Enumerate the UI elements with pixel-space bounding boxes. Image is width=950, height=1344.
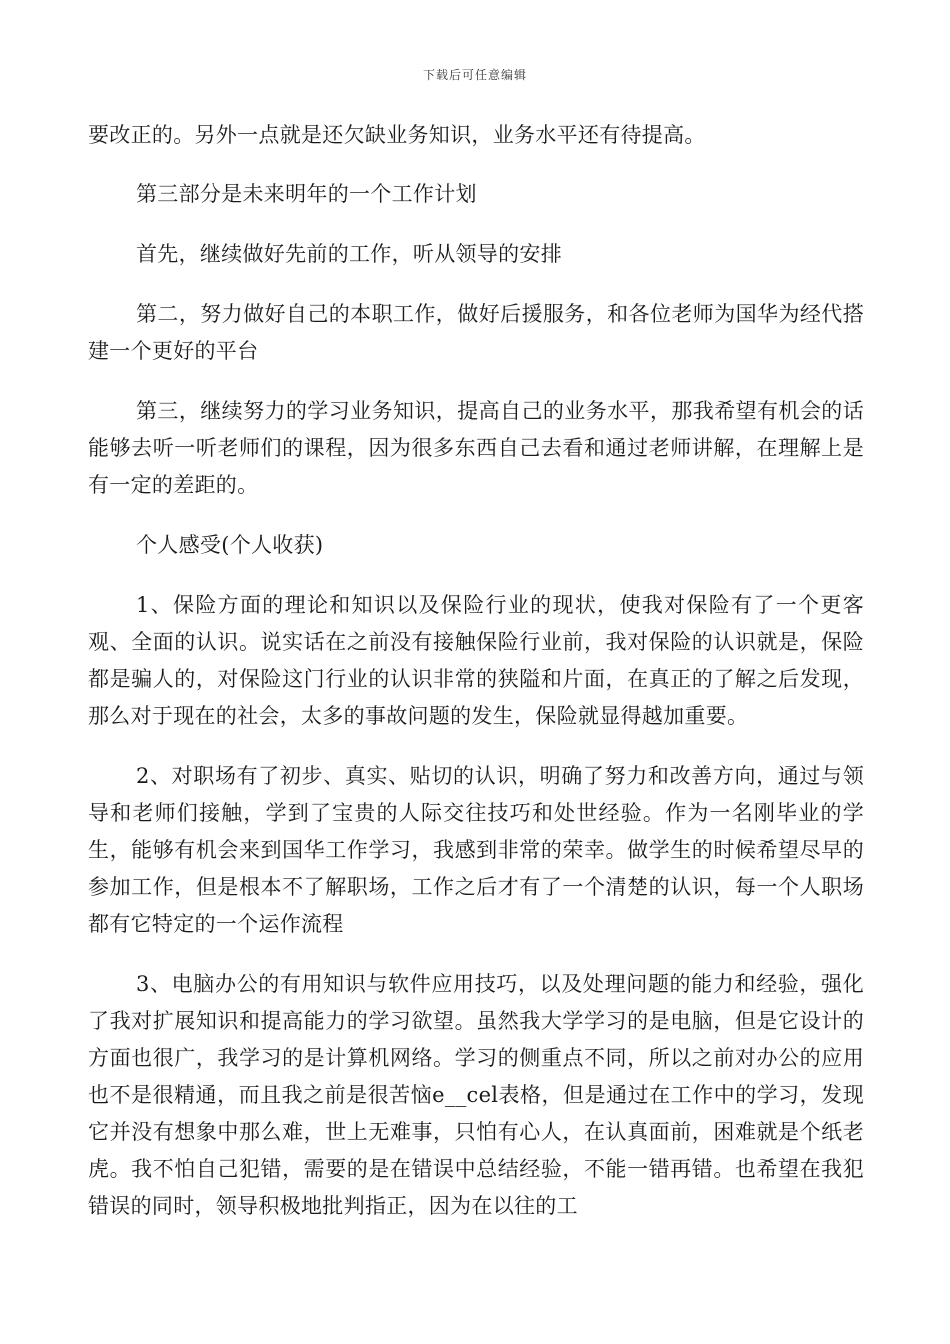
- page-header: 下载后可任意编辑: [422, 68, 527, 82]
- paragraph-item-2: 2、对职场有了初步、真实、贴切的认识，明确了努力和改善方向，通过与领导和老师们接触，学到了宝贵的人际交往技巧和处世经验。作为一名刚毕业的学生，能够有机会来到国华工作学习，我感到非常的荣幸。做学生的时候希望尽早的参加工作，但是根本不了解职场，工作之后才有了一个清楚的认识，每一个人职场都有它特定的一个运作流程: [88, 764, 864, 936]
- paragraph-plan-first: 首先，继续做好先前的工作，听从领导的安排: [136, 242, 562, 266]
- paragraph-section-heading: 第三部分是未来明年的一个工作计划: [136, 182, 477, 206]
- paragraph-item-1: 1、保险方面的理论和知识以及保险行业的现状，使我对保险有了一个更客观、全面的认识。说实话在之前没有接触保险行业前，我对保险的认识就是，保险都是骗人的，对保险这门行业的认识非常的狭隘和片面，在真正的了解之后发现，那么对于现在的社会，太多的事故问题的发生，保险就显得越加重要。: [88, 593, 864, 728]
- paragraph-plan-third: 第三，继续努力的学习业务知识，提高自己的业务水平，那我希望有机会的话能够去听一听老师们的课程，因为很多东西自己去看和通过老师讲解，在理解上是有一定的差距的。: [88, 399, 864, 497]
- paragraph-continuation: 要改正的。另外一点就是还欠缺业务知识，业务水平还有待提高。: [88, 123, 706, 147]
- paragraph-plan-second: 第二，努力做好自己的本职工作，做好后援服务，和各位老师为国华为经代搭建一个更好的平台: [88, 302, 864, 363]
- paragraph-feelings-heading: 个人感受(个人收获): [136, 533, 324, 557]
- document-body: [88, 117, 864, 1248]
- paragraph-item-3: 3、电脑办公的有用知识与软件应用技巧，以及处理问题的能力和经验，强化了我对扩展知识和提高能力的学习欲望。虽然我大学学习的是电脑，但是它设计的方面也很广，我学习的是计算机网络。学习的侧重点不同，所以之前对办公的应用也不是很精通，而且我之前是很苦恼e__cel表格，但是通过在工作中的学习，发现它并没有想象中那么难，世上无难事，只怕有心人，在认真面前，困难就是个纸老虎。我不怕自己犯错，需要的是在错误中总结经验，不能一错再错。也希望在我犯错误的同时，领导积极地批判指正，因为在以往的工: [88, 972, 864, 1218]
